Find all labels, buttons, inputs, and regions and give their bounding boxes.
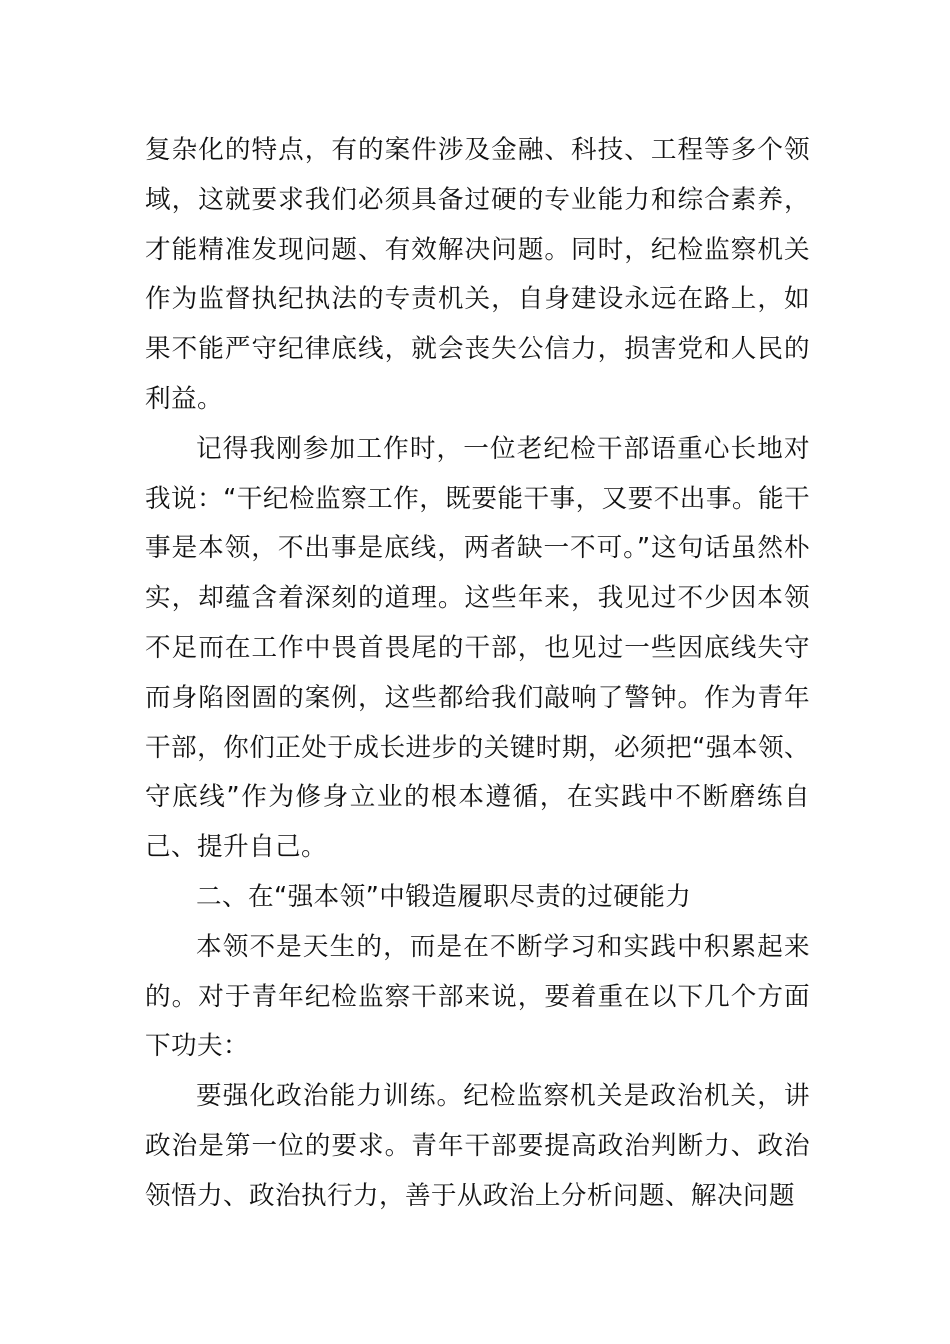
document-body <box>145 126 810 1222</box>
paragraph-continuation: 复杂化的特点，有的案件涉及金融、科技、工程等多个领域，这就要求我们必须具备过硬的专业能力和综合素养，才能精准发现问题、有效解决问题。同时，纪检监察机关作为监督执纪执法的专责机关，自身建设永远在路上，如果不能严守纪律底线，就会丧失公信力，损害党和人民的利益。 <box>145 135 810 414</box>
section-heading: 二、在“强本领”中锻造履职尽责的过硬能力 <box>196 881 692 912</box>
paragraph-skills-intro: 本领不是天生的，而是在不断学习和实践中积累起来的。对于青年纪检监察干部来说，要着重在以下几个方面下功夫： <box>145 931 810 1062</box>
paragraph-political-ability: 要强化政治能力训练。纪检监察机关是政治机关，讲政治是第一位的要求。青年干部要提高政治判断力、政治领悟力、政治执行力，善于从政治上分析问题、解决问题 <box>145 1081 810 1211</box>
paragraph-recollection: 记得我刚参加工作时，一位老纪检干部语重心长地对我说：“干纪检监察工作，既要能干事，又要不出事。能干事是本领，不出事是底线，两者缺一不可。”这句话虽然朴实，却蕴含着深刻的道理。这些年来，我见过不少因本领不足而在工作中畏首畏尾的干部，也见过一些因底线失守而身陷囹圄的案例，这些都给我们敲响了警钟。作为青年干部，你们正处于成长进步的关键时期，必须把“强本领、守底线”作为修身立业的根本遵循，在实践中不断磨练自己、提升自己。 <box>145 433 810 863</box>
